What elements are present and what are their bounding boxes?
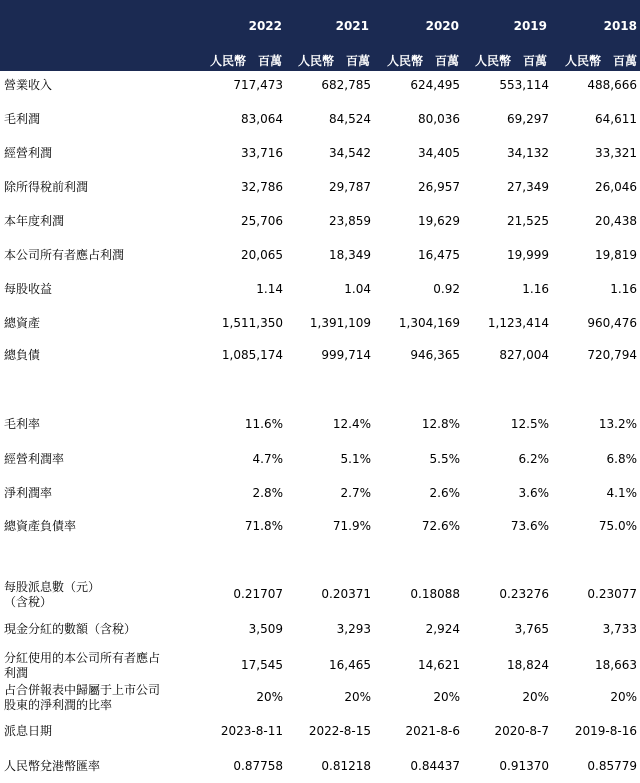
row-value: 2021-8-6 [405,724,460,738]
row-value: 2.8% [252,486,283,500]
row-label: 現金分紅的數額（含稅） [4,622,137,636]
row-label: 總資產 [4,316,41,330]
row-value: 71.9% [332,519,371,533]
row-label: 總負債 [4,348,41,362]
row-value: 34,405 [418,146,460,160]
row-value: 0.92 [433,282,460,296]
row-value: 20,065 [241,248,283,262]
row-value: 80,036 [418,112,460,126]
row-value: 720,794 [587,348,637,362]
row-label: 人民幣兌港幣匯率 [4,759,101,773]
row-value: 0.23276 [499,587,549,601]
row-value: 0.18088 [410,587,460,601]
row-label: 占合併報表中歸屬于上市公司 股東的淨利潤的比率 [4,683,161,712]
year-header: 2018 [603,19,637,33]
row-value: 3,293 [336,622,371,636]
row-value: 0.84437 [410,759,460,773]
row-label: 總資產負債率 [4,519,77,533]
row-value: 553,114 [499,78,549,92]
row-value: 19,629 [418,214,460,228]
row-value: 20,438 [595,214,637,228]
row-value: 999,714 [321,348,371,362]
row-value: 12.5% [510,417,549,431]
row-value: 0.81218 [321,759,371,773]
row-value: 0.87758 [233,759,283,773]
row-value: 16,465 [329,658,371,672]
row-value: 0.91370 [499,759,549,773]
row-value: 13.2% [598,417,637,431]
row-label: 每股收益 [4,282,53,296]
unit-header: 人民幣 百萬 [209,54,282,68]
row-value: 17,545 [241,658,283,672]
row-value: 1.16 [610,282,637,296]
row-value: 27,349 [507,180,549,194]
row-value: 2023-8-11 [220,724,283,738]
row-value: 20% [610,690,637,704]
row-value: 1.16 [522,282,549,296]
row-value: 0.85779 [587,759,637,773]
row-value: 12.8% [421,417,460,431]
row-value: 6.2% [518,452,549,466]
row-value: 1.14 [256,282,283,296]
row-value: 34,542 [329,146,371,160]
row-value: 3,733 [602,622,637,636]
row-value: 488,666 [587,78,637,92]
row-value: 75.0% [598,519,637,533]
row-value: 960,476 [587,316,637,330]
row-value: 26,957 [418,180,460,194]
row-value: 71.8% [244,519,283,533]
row-value: 23,859 [329,214,371,228]
row-value: 0.20371 [321,587,371,601]
row-value: 19,819 [595,248,637,262]
row-value: 5.1% [340,452,371,466]
row-label: 淨利潤率 [4,486,53,500]
row-label: 本年度利潤 [4,214,65,228]
row-value: 1,085,174 [221,348,283,362]
row-value: 25,706 [241,214,283,228]
row-value: 16,475 [418,248,460,262]
row-value: 2.7% [340,486,371,500]
row-value: 4.7% [252,452,283,466]
row-value: 1,511,350 [221,316,283,330]
row-value: 20% [344,690,371,704]
row-value: 2,924 [425,622,460,636]
row-label: 分紅使用的本公司所有者應占 利潤 [4,651,161,680]
row-label: 每股派息數（元） （含稅） [4,580,101,609]
row-value: 1,304,169 [398,316,460,330]
row-label: 經營利潤 [4,146,53,160]
row-value: 18,824 [507,658,549,672]
row-value: 21,525 [507,214,549,228]
row-value: 717,473 [233,78,283,92]
row-value: 0.23077 [587,587,637,601]
row-value: 84,524 [329,112,371,126]
row-value: 14,621 [418,658,460,672]
row-value: 33,716 [241,146,283,160]
row-value: 682,785 [321,78,371,92]
year-header: 2022 [248,19,282,33]
year-header: 2019 [513,19,547,33]
row-value: 72.6% [421,519,460,533]
row-value: 2022-8-15 [308,724,371,738]
row-value: 18,349 [329,248,371,262]
table-header [0,0,640,71]
row-value: 69,297 [507,112,549,126]
row-value: 33,321 [595,146,637,160]
row-value: 1,123,414 [487,316,549,330]
row-value: 3,509 [248,622,283,636]
row-value: 12.4% [332,417,371,431]
row-value: 18,663 [595,658,637,672]
row-value: 34,132 [507,146,549,160]
row-value: 2019-8-16 [574,724,637,738]
row-value: 1,391,109 [309,316,371,330]
row-value: 64,611 [595,112,637,126]
row-value: 32,786 [241,180,283,194]
row-value: 624,495 [410,78,460,92]
row-label: 毛利率 [4,417,41,431]
row-value: 19,999 [507,248,549,262]
row-value: 6.8% [606,452,637,466]
row-value: 26,046 [595,180,637,194]
row-value: 3.6% [518,486,549,500]
year-header: 2021 [335,19,369,33]
row-value: 2.6% [429,486,460,500]
row-value: 4.1% [606,486,637,500]
row-value: 3,765 [514,622,549,636]
row-value: 1.04 [344,282,371,296]
unit-header: 人民幣 百萬 [297,54,370,68]
year-header: 2020 [425,19,459,33]
row-label: 除所得稅前利潤 [4,180,89,194]
row-value: 73.6% [510,519,549,533]
unit-header: 人民幣 百萬 [474,54,547,68]
row-value: 5.5% [429,452,460,466]
row-value: 2020-8-7 [494,724,549,738]
row-value: 29,787 [329,180,371,194]
row-value: 827,004 [499,348,549,362]
unit-header: 人民幣 百萬 [564,54,637,68]
row-label: 派息日期 [4,724,53,738]
row-value: 83,064 [241,112,283,126]
row-value: 20% [522,690,549,704]
unit-header: 人民幣 百萬 [386,54,459,68]
row-value: 11.6% [244,417,283,431]
row-label: 本公司所有者應占利潤 [4,248,125,262]
row-label: 經營利潤率 [4,452,65,466]
row-value: 946,365 [410,348,460,362]
row-value: 0.21707 [233,587,283,601]
row-value: 20% [433,690,460,704]
row-label: 營業收入 [4,78,53,92]
row-value: 20% [256,690,283,704]
row-label: 毛利潤 [4,112,41,126]
